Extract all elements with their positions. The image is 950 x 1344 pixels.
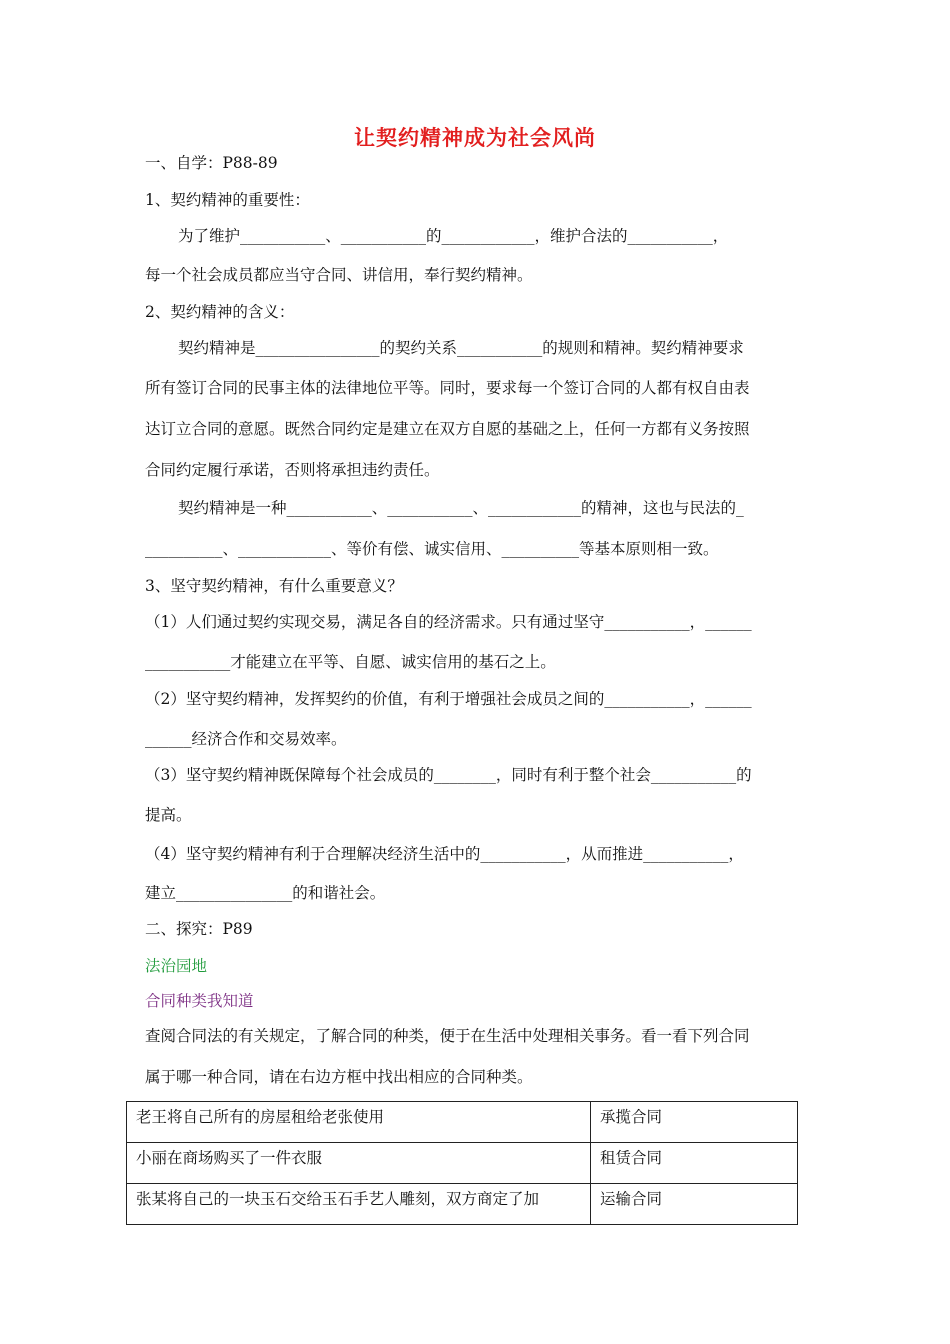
paragraph-line: 查阅合同法的有关规定，了解合同的种类，便于在生活中处理相关事务。看一看下列合同 <box>145 1027 750 1045</box>
table-cell-type: 运输合同 <box>591 1184 798 1225</box>
question-heading-3: 3、坚守契约精神，有什么重要意义？ <box>145 577 403 595</box>
table-cell-type: 承揽合同 <box>591 1102 798 1143</box>
fill-blank-line: ______经济合作和交易效率。 <box>145 730 347 748</box>
paragraph-line: 达订立合同的意愿。既然合同约定是建立在双方自愿的基础之上，任何一方都有义务按照 <box>145 420 750 438</box>
table-cell-type: 租赁合同 <box>591 1143 798 1184</box>
subheading-law-garden: 法治园地 <box>145 957 208 975</box>
question-heading-2: 2、契约精神的含义： <box>145 303 295 321</box>
table-row <box>127 1143 798 1184</box>
table-row <box>127 1184 798 1225</box>
paragraph-line: 所有签订合同的民事主体的法律地位平等。同时，要求每一个签订合同的人都有权自由表 <box>145 379 750 397</box>
fill-blank-line: __________、____________、等价有偿、诚实信用、__________等基本原则相一致。 <box>145 540 719 558</box>
fill-blank-line: （2）坚守契约精神，发挥契约的价值，有利于增强社会成员之间的___________，______ <box>145 690 752 708</box>
section-heading-self-study: 一、自学：P88-89 <box>145 154 278 172</box>
section-heading-explore: 二、探究：P89 <box>145 920 253 938</box>
fill-blank-line: 契约精神是________________的契约关系___________的规则和精神。契约精神要求 <box>178 339 744 357</box>
fill-blank-line: ___________才能建立在平等、自愿、诚实信用的基石之上。 <box>145 653 556 671</box>
paragraph-line: 提高。 <box>145 806 192 824</box>
fill-blank-line: 为了维护___________、___________的____________，维护合法的___________， <box>178 227 729 245</box>
contract-type-table <box>126 1101 798 1225</box>
table-cell-case: 张某将自己的一块玉石交给玉石手艺人雕刻，双方商定了加 <box>127 1184 591 1225</box>
table-cell-case: 小丽在商场购买了一件衣服 <box>127 1143 591 1184</box>
table-row <box>127 1102 798 1143</box>
fill-blank-line: （3）坚守契约精神既保障每个社会成员的________，同时有利于整个社会___________的 <box>145 766 752 784</box>
table-cell-case: 老王将自己所有的房屋租给老张使用 <box>127 1102 591 1143</box>
fill-blank-line: （1）人们通过契约实现交易，满足各自的经济需求。只有通过坚守___________，______ <box>145 613 752 631</box>
fill-blank-line: （4）坚守契约精神有利于合理解决经济生活中的___________，从而推进___________， <box>145 845 744 863</box>
paragraph-line: 每一个社会成员都应当守合同、讲信用，奉行契约精神。 <box>145 266 533 284</box>
paragraph-line: 属于哪一种合同，请在右边方框中找出相应的合同种类。 <box>145 1068 533 1086</box>
paragraph-line: 合同约定履行承诺，否则将承担违约责任。 <box>145 461 440 479</box>
fill-blank-line: 契约精神是一种___________、___________、____________的精神，这也与民法的_ <box>178 499 744 517</box>
question-heading-1: 1、契约精神的重要性： <box>145 191 310 209</box>
subheading-contract-types: 合同种类我知道 <box>145 992 254 1010</box>
fill-blank-line: 建立_______________的和谐社会。 <box>145 884 386 902</box>
page-title: 让契约精神成为社会风尚 <box>354 126 596 150</box>
